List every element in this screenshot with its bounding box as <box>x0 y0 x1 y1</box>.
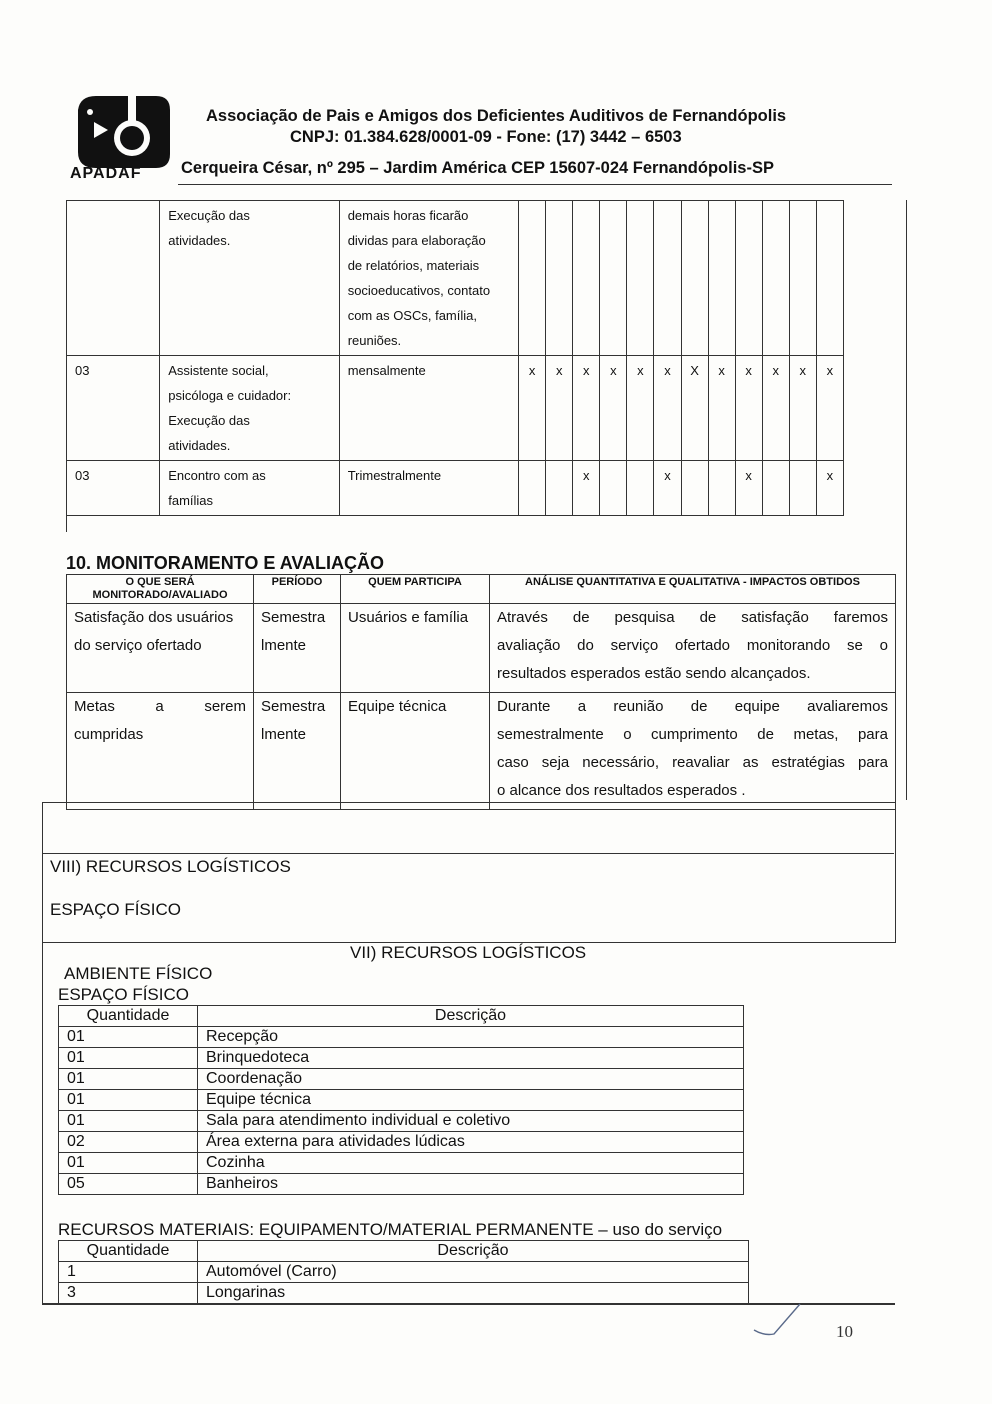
mon-analysis-line: Durante a reunião de equipe avaliaremos <box>497 698 888 715</box>
schedule-month-cell <box>627 201 654 356</box>
header-divider <box>178 184 892 185</box>
espaco-row <box>59 1153 744 1174</box>
schedule-month-cell: x <box>546 356 573 461</box>
schedule-month-cell: x <box>654 461 681 516</box>
schedule-month-cell <box>708 461 735 516</box>
schedule-month-cell <box>789 461 816 516</box>
header-org-name: Associação de Pais e Amigos dos Deficientes Auditivos de Fernandópolis <box>206 107 787 125</box>
espaco-qty: 02 <box>59 1132 198 1153</box>
schedule-frequency <box>339 356 518 461</box>
materiais-qty: 1 <box>59 1262 198 1283</box>
mon-analysis-line: resultados esperados estão sendo alcançados. <box>497 665 811 682</box>
espaco-row <box>59 1174 744 1195</box>
schedule-activity-line: atividades. <box>168 438 231 453</box>
mon-what-line: Metas a serem <box>74 698 246 715</box>
mon-analysis <box>490 693 896 810</box>
schedule-month-cell <box>519 201 546 356</box>
schedule-month-cell <box>546 461 573 516</box>
espaco-header-qty: Quantidade <box>59 1006 198 1027</box>
mon-analysis-line: semestralmente o cumprimento de metas, para <box>497 726 888 743</box>
espaco-qty: 01 <box>59 1153 198 1174</box>
schedule-month-cell: x <box>573 356 600 461</box>
schedule-month-cell <box>600 201 627 356</box>
mon-period-line: Semestra <box>261 609 326 626</box>
schedule-month-cell <box>627 461 654 516</box>
ambiente-fisico-label: AMBIENTE FÍSICO <box>64 964 213 983</box>
schedule-frequency-line: socioeducativos, contato <box>347 283 491 298</box>
schedule-activity-line: psicóloga e cuidador: <box>168 388 292 403</box>
materiais-header-desc: Descrição <box>198 1241 749 1262</box>
mon-header-what: O QUE SERÁ MONITORADO/AVALIADO <box>67 575 254 604</box>
mon-header-who: QUEM PARTICIPA <box>341 575 490 604</box>
materiais-desc: Longarinas <box>198 1283 749 1304</box>
espaco-desc: Área externa para atividades lúdicas <box>198 1132 744 1153</box>
mon-header-analysis: ANÁLISE QUANTITATIVA E QUALITATIVA - IMPACTOS OBTIDOS <box>490 575 896 604</box>
espaco-desc: Banheiros <box>198 1174 744 1195</box>
mon-period <box>254 604 341 693</box>
mon-what <box>67 604 254 693</box>
schedule-frequency-line: demais horas ficarão <box>347 208 469 223</box>
mon-analysis-line: Através de pesquisa de satisfação faremos <box>497 609 888 626</box>
espaco-desc: Equipe técnica <box>198 1090 744 1111</box>
monitoring-row <box>67 693 896 810</box>
schedule-month-cell: x <box>816 356 843 461</box>
monitoring-table <box>66 574 896 810</box>
espaco-row <box>59 1111 744 1132</box>
espaco-row <box>59 1090 744 1111</box>
espaco-qty: 01 <box>59 1048 198 1069</box>
monitoring-row <box>67 604 896 693</box>
schedule-month-cell <box>573 201 600 356</box>
page-number: 10 <box>836 1322 853 1341</box>
schedule-month-cell: x <box>654 356 681 461</box>
schedule-month-cell <box>789 201 816 356</box>
mon-period-line: lmente <box>261 726 307 743</box>
schedule-frequency <box>339 461 518 516</box>
schedule-month-cell <box>546 201 573 356</box>
logo-text: APADAF <box>70 165 142 182</box>
schedule-month-cell: x <box>789 356 816 461</box>
section7-title: VII) RECURSOS LOGÍSTICOS <box>350 943 587 962</box>
mon-analysis-line: o alcance dos resultados esperados . <box>497 782 746 799</box>
schedule-activity <box>160 461 339 516</box>
schedule-month-cell <box>735 201 762 356</box>
schedule-frequency-line: mensalmente <box>347 363 426 378</box>
schedule-month-cell <box>654 201 681 356</box>
section8-subtitle: ESPAÇO FÍSICO <box>50 900 181 919</box>
header-cnpj: CNPJ: 01.384.628/0001-09 - Fone: (17) 3442 – 6503 <box>290 128 682 146</box>
espaco-desc: Cozinha <box>198 1153 744 1174</box>
schedule-month-cell <box>519 461 546 516</box>
schedule-table <box>66 200 844 516</box>
schedule-activity-line: Encontro com as <box>168 468 266 483</box>
mon-analysis-line: avaliação do serviço ofertado monitorando se o <box>497 637 888 654</box>
schedule-month-cell: x <box>762 356 789 461</box>
espaco-qty: 01 <box>59 1111 198 1132</box>
schedule-row <box>67 201 844 356</box>
espaco-row <box>59 1048 744 1069</box>
mon-who: Usuários e família <box>341 604 490 693</box>
schedule-month-cell <box>708 201 735 356</box>
schedule-num <box>67 201 160 356</box>
schedule-frequency <box>339 201 518 356</box>
espaco-desc: Coordenação <box>198 1069 744 1090</box>
schedule-month-cell: x <box>735 356 762 461</box>
espaco-qty: 01 <box>59 1027 198 1048</box>
mon-what <box>67 693 254 810</box>
page-frame-right <box>906 200 907 800</box>
materiais-title: RECURSOS MATERIAIS: EQUIPAMENTO/MATERIAL PERMANENTE – uso do serviço <box>58 1220 723 1239</box>
schedule-month-cell: x <box>573 461 600 516</box>
mon-who: Equipe técnica <box>341 693 490 810</box>
schedule-month-cell: x <box>735 461 762 516</box>
schedule-month-cell <box>681 461 708 516</box>
schedule-month-cell <box>600 461 627 516</box>
header-address: Cerqueira César, nº 295 – Jardim América CEP 15607-024 Fernandópolis-SP <box>181 159 774 177</box>
schedule-activity <box>160 201 339 356</box>
schedule-activity-line: Assistente social, <box>168 363 269 378</box>
schedule-month-cell: x <box>627 356 654 461</box>
schedule-activity-line: atividades. <box>168 233 231 248</box>
schedule-num: 03 <box>67 461 160 516</box>
mon-what-line: do serviço ofertado <box>74 637 202 654</box>
espaco-desc: Sala para atendimento individual e coletivo <box>198 1111 744 1132</box>
schedule-frequency-line: dividas para elaboração <box>347 233 486 248</box>
schedule-row <box>67 356 844 461</box>
mon-analysis-line: caso seja necessário, reavaliar as estratégias para <box>497 754 888 771</box>
schedule-activity <box>160 356 339 461</box>
section8-title: VIII) RECURSOS LOGÍSTICOS <box>50 857 291 876</box>
signature-mark <box>752 1300 804 1340</box>
schedule-frequency-line: de relatórios, materiais <box>347 258 480 273</box>
materiais-desc: Automóvel (Carro) <box>198 1262 749 1283</box>
mon-period-line: Semestra <box>261 698 326 715</box>
espaco-desc: Recepção <box>198 1027 744 1048</box>
schedule-month-cell: x <box>816 461 843 516</box>
mon-what-line: cumpridas <box>74 726 144 743</box>
schedule-month-cell <box>762 201 789 356</box>
mon-period-line: lmente <box>261 637 307 654</box>
materiais-header-qty: Quantidade <box>59 1241 198 1262</box>
schedule-frequency-line: reuniões. <box>347 333 402 348</box>
espaco-qty: 05 <box>59 1174 198 1195</box>
espaco-row <box>59 1132 744 1153</box>
schedule-activity-line: famílias <box>168 493 214 508</box>
espaco-qty: 01 <box>59 1090 198 1111</box>
schedule-month-cell: x <box>519 356 546 461</box>
materiais-row <box>59 1262 749 1283</box>
espaco-qty: 01 <box>59 1069 198 1090</box>
espaco-header-desc: Descrição <box>198 1006 744 1027</box>
schedule-activity-line: Execução das <box>168 413 250 428</box>
espaco-desc: Brinquedoteca <box>198 1048 744 1069</box>
mon-header-period: PERÍODO <box>254 575 341 604</box>
schedule-month-cell: x <box>708 356 735 461</box>
schedule-frequency-line: com as OSCs, família, <box>347 308 477 323</box>
mon-period <box>254 693 341 810</box>
schedule-month-cell: X <box>681 356 708 461</box>
monitoring-title: 10. MONITORAMENTO E AVALIAÇÃO <box>66 553 385 573</box>
materiais-qty: 3 <box>59 1283 198 1304</box>
schedule-month-cell <box>816 201 843 356</box>
espaco-row <box>59 1027 744 1048</box>
espaco-fisico-table <box>58 1005 744 1195</box>
schedule-month-cell: x <box>600 356 627 461</box>
materiais-table <box>58 1240 749 1304</box>
materiais-row <box>59 1283 749 1304</box>
schedule-num: 03 <box>67 356 160 461</box>
schedule-activity-line: Execução das <box>168 208 250 223</box>
schedule-row <box>67 461 844 516</box>
espaco-fisico-label: ESPAÇO FÍSICO <box>58 985 189 1004</box>
schedule-frequency-line: Trimestralmente <box>347 468 442 483</box>
section8-divider <box>42 853 894 854</box>
schedule-month-cell <box>681 201 708 356</box>
espaco-row <box>59 1069 744 1090</box>
mon-analysis <box>490 604 896 693</box>
mon-what-line: Satisfação dos usuários <box>74 609 234 626</box>
schedule-month-cell <box>762 461 789 516</box>
